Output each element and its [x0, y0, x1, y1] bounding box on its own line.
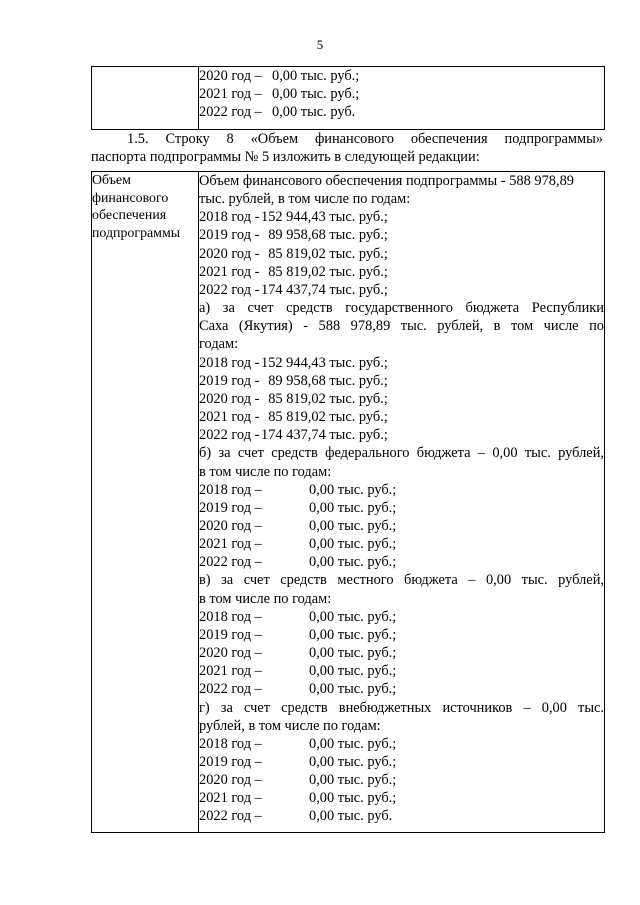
section-g-line: рублей, в том числе по годам:	[199, 717, 381, 734]
section-a-line: годам:	[199, 336, 239, 353]
year-label: 2018 год –	[199, 735, 262, 752]
year-row	[199, 354, 604, 372]
continued-table-label-cell	[92, 67, 199, 130]
year-label: 2019 год –	[199, 499, 262, 516]
label-line: Объем	[92, 173, 131, 188]
year-value: 152 944,43 тыс. руб.;	[261, 354, 388, 371]
year-label: 2020 год –	[199, 68, 262, 84]
year-label: 2019 год –	[199, 754, 262, 770]
continued-table-values-cell	[199, 67, 605, 130]
year-row	[199, 281, 604, 299]
year-value: 0,00 тыс. руб.;	[309, 681, 397, 698]
continued-table	[91, 66, 605, 130]
total-line: Объем финансового обеспечения подпрограммы - 588 978,89	[199, 173, 574, 189]
year-row	[199, 644, 604, 662]
paragraph-line: 1.5. Строку 8 «Объем финансового обеспечения подпрограммы»	[127, 131, 603, 147]
year-row	[199, 372, 604, 390]
year-label: 2021 год -	[199, 263, 260, 280]
year-label: 2020 год –	[199, 645, 262, 662]
paragraph-line: паспорта подпрограммы № 5 изложить в следующей редакции:	[91, 149, 480, 165]
amendment-paragraph	[91, 130, 603, 166]
year-label: 2022 год –	[199, 808, 262, 825]
section-a-line: а) за счет средств государственного бюджета Республики	[199, 300, 604, 317]
year-label: 2018 год -	[199, 209, 260, 226]
page-number: 5	[316, 37, 324, 52]
year-label: 2022 год –	[199, 554, 262, 571]
year-label: 2019 год -	[199, 227, 260, 244]
section-g-line: г) за счет средств внебюджетных источников – 0,00 тыс.	[199, 699, 604, 716]
year-label: 2020 год -	[199, 245, 260, 262]
year-label: 2020 год -	[199, 390, 260, 407]
year-value: 85 819,02 тыс. руб.;	[268, 409, 388, 426]
total-line: тыс. рублей, в том числе по годам:	[199, 191, 411, 208]
section-b-line: б) за счет средств федерального бюджета – 0,00 тыс. рублей,	[199, 445, 604, 462]
year-value: 0,00 тыс. руб.;	[309, 754, 397, 770]
funding-table	[91, 171, 605, 833]
year-row	[199, 245, 604, 263]
year-value: 0,00 тыс. руб.;	[309, 536, 397, 553]
year-row	[199, 499, 604, 517]
label-line: обеспечения	[92, 208, 167, 224]
section-v-line: в) за счет средств местного бюджета – 0,00 тыс. рублей,	[199, 572, 604, 589]
year-value: 0,00 тыс. руб.;	[309, 481, 397, 498]
year-row	[199, 408, 604, 426]
year-value: 0,00 тыс. руб.;	[309, 517, 397, 534]
year-row	[199, 553, 604, 571]
year-row	[199, 208, 604, 226]
year-value: 0,00 тыс. руб.	[272, 104, 356, 121]
year-row	[199, 85, 604, 103]
year-value: 174 437,74 тыс. руб.;	[261, 281, 388, 298]
year-value: 0,00 тыс. руб.	[309, 808, 393, 825]
year-label: 2020 год –	[199, 517, 262, 534]
year-row	[199, 517, 604, 535]
year-label: 2019 год -	[199, 372, 260, 389]
year-value: 0,00 тыс. руб.;	[309, 554, 397, 571]
year-label: 2018 год –	[199, 608, 262, 625]
year-label: 2022 год -	[199, 427, 260, 444]
year-value: 0,00 тыс. руб.;	[272, 86, 360, 103]
year-label: 2021 год -	[199, 409, 260, 426]
section-v-line: в том числе по годам:	[199, 590, 332, 607]
year-label: 2018 год -	[199, 354, 260, 371]
year-value: 0,00 тыс. руб.;	[309, 626, 397, 643]
label-line: подпрограммы	[92, 225, 181, 241]
year-label: 2022 год -	[199, 281, 260, 298]
year-label: 2021 год –	[199, 536, 262, 553]
year-value: 0,00 тыс. руб.;	[309, 608, 397, 625]
year-value: 0,00 тыс. руб.;	[309, 663, 397, 680]
year-value: 89 958,68 тыс. руб.;	[268, 227, 388, 244]
year-row	[199, 735, 604, 753]
funding-label-cell	[92, 172, 199, 833]
year-label: 2021 год –	[199, 790, 262, 807]
year-row	[199, 626, 604, 644]
year-row	[199, 789, 604, 807]
year-row	[199, 390, 604, 408]
year-label: 2020 год –	[199, 772, 262, 789]
year-label: 2022 год –	[199, 104, 262, 121]
year-value: 0,00 тыс. руб.;	[309, 735, 397, 752]
year-value: 0,00 тыс. руб.;	[309, 499, 397, 516]
year-row	[199, 662, 604, 680]
year-value: 0,00 тыс. руб.;	[309, 790, 397, 807]
year-value: 0,00 тыс. руб.;	[309, 772, 397, 789]
year-row	[199, 67, 604, 85]
year-value: 85 819,02 тыс. руб.;	[268, 390, 388, 407]
year-label: 2018 год –	[199, 481, 262, 498]
year-row	[199, 753, 604, 771]
year-row	[199, 226, 604, 244]
year-value: 85 819,02 тыс. руб.;	[268, 245, 388, 262]
year-row	[199, 481, 604, 499]
year-value: 0,00 тыс. руб.;	[309, 645, 397, 662]
year-row	[199, 608, 604, 626]
year-row	[199, 263, 604, 281]
year-value: 152 944,43 тыс. руб.;	[261, 209, 388, 226]
year-row	[199, 807, 604, 831]
year-row	[199, 103, 604, 121]
year-label: 2021 год –	[199, 663, 262, 680]
year-label: 2019 год –	[199, 626, 262, 643]
section-b-line: в том числе по годам:	[199, 463, 332, 480]
funding-values-cell	[199, 172, 605, 833]
year-row	[199, 771, 604, 789]
year-value: 89 958,68 тыс. руб.;	[268, 372, 388, 389]
year-value: 0,00 тыс. руб.;	[272, 68, 360, 84]
year-row	[199, 535, 604, 553]
year-label: 2022 год –	[199, 681, 262, 698]
year-value: 174 437,74 тыс. руб.;	[261, 427, 388, 444]
year-row	[199, 680, 604, 698]
section-a-line: Саха (Якутия) - 588 978,89 тыс. рублей, в том числе по	[199, 318, 604, 335]
label-line: финансового	[92, 190, 169, 206]
year-label: 2021 год –	[199, 86, 262, 103]
year-row	[199, 426, 604, 444]
year-value: 85 819,02 тыс. руб.;	[268, 263, 388, 280]
